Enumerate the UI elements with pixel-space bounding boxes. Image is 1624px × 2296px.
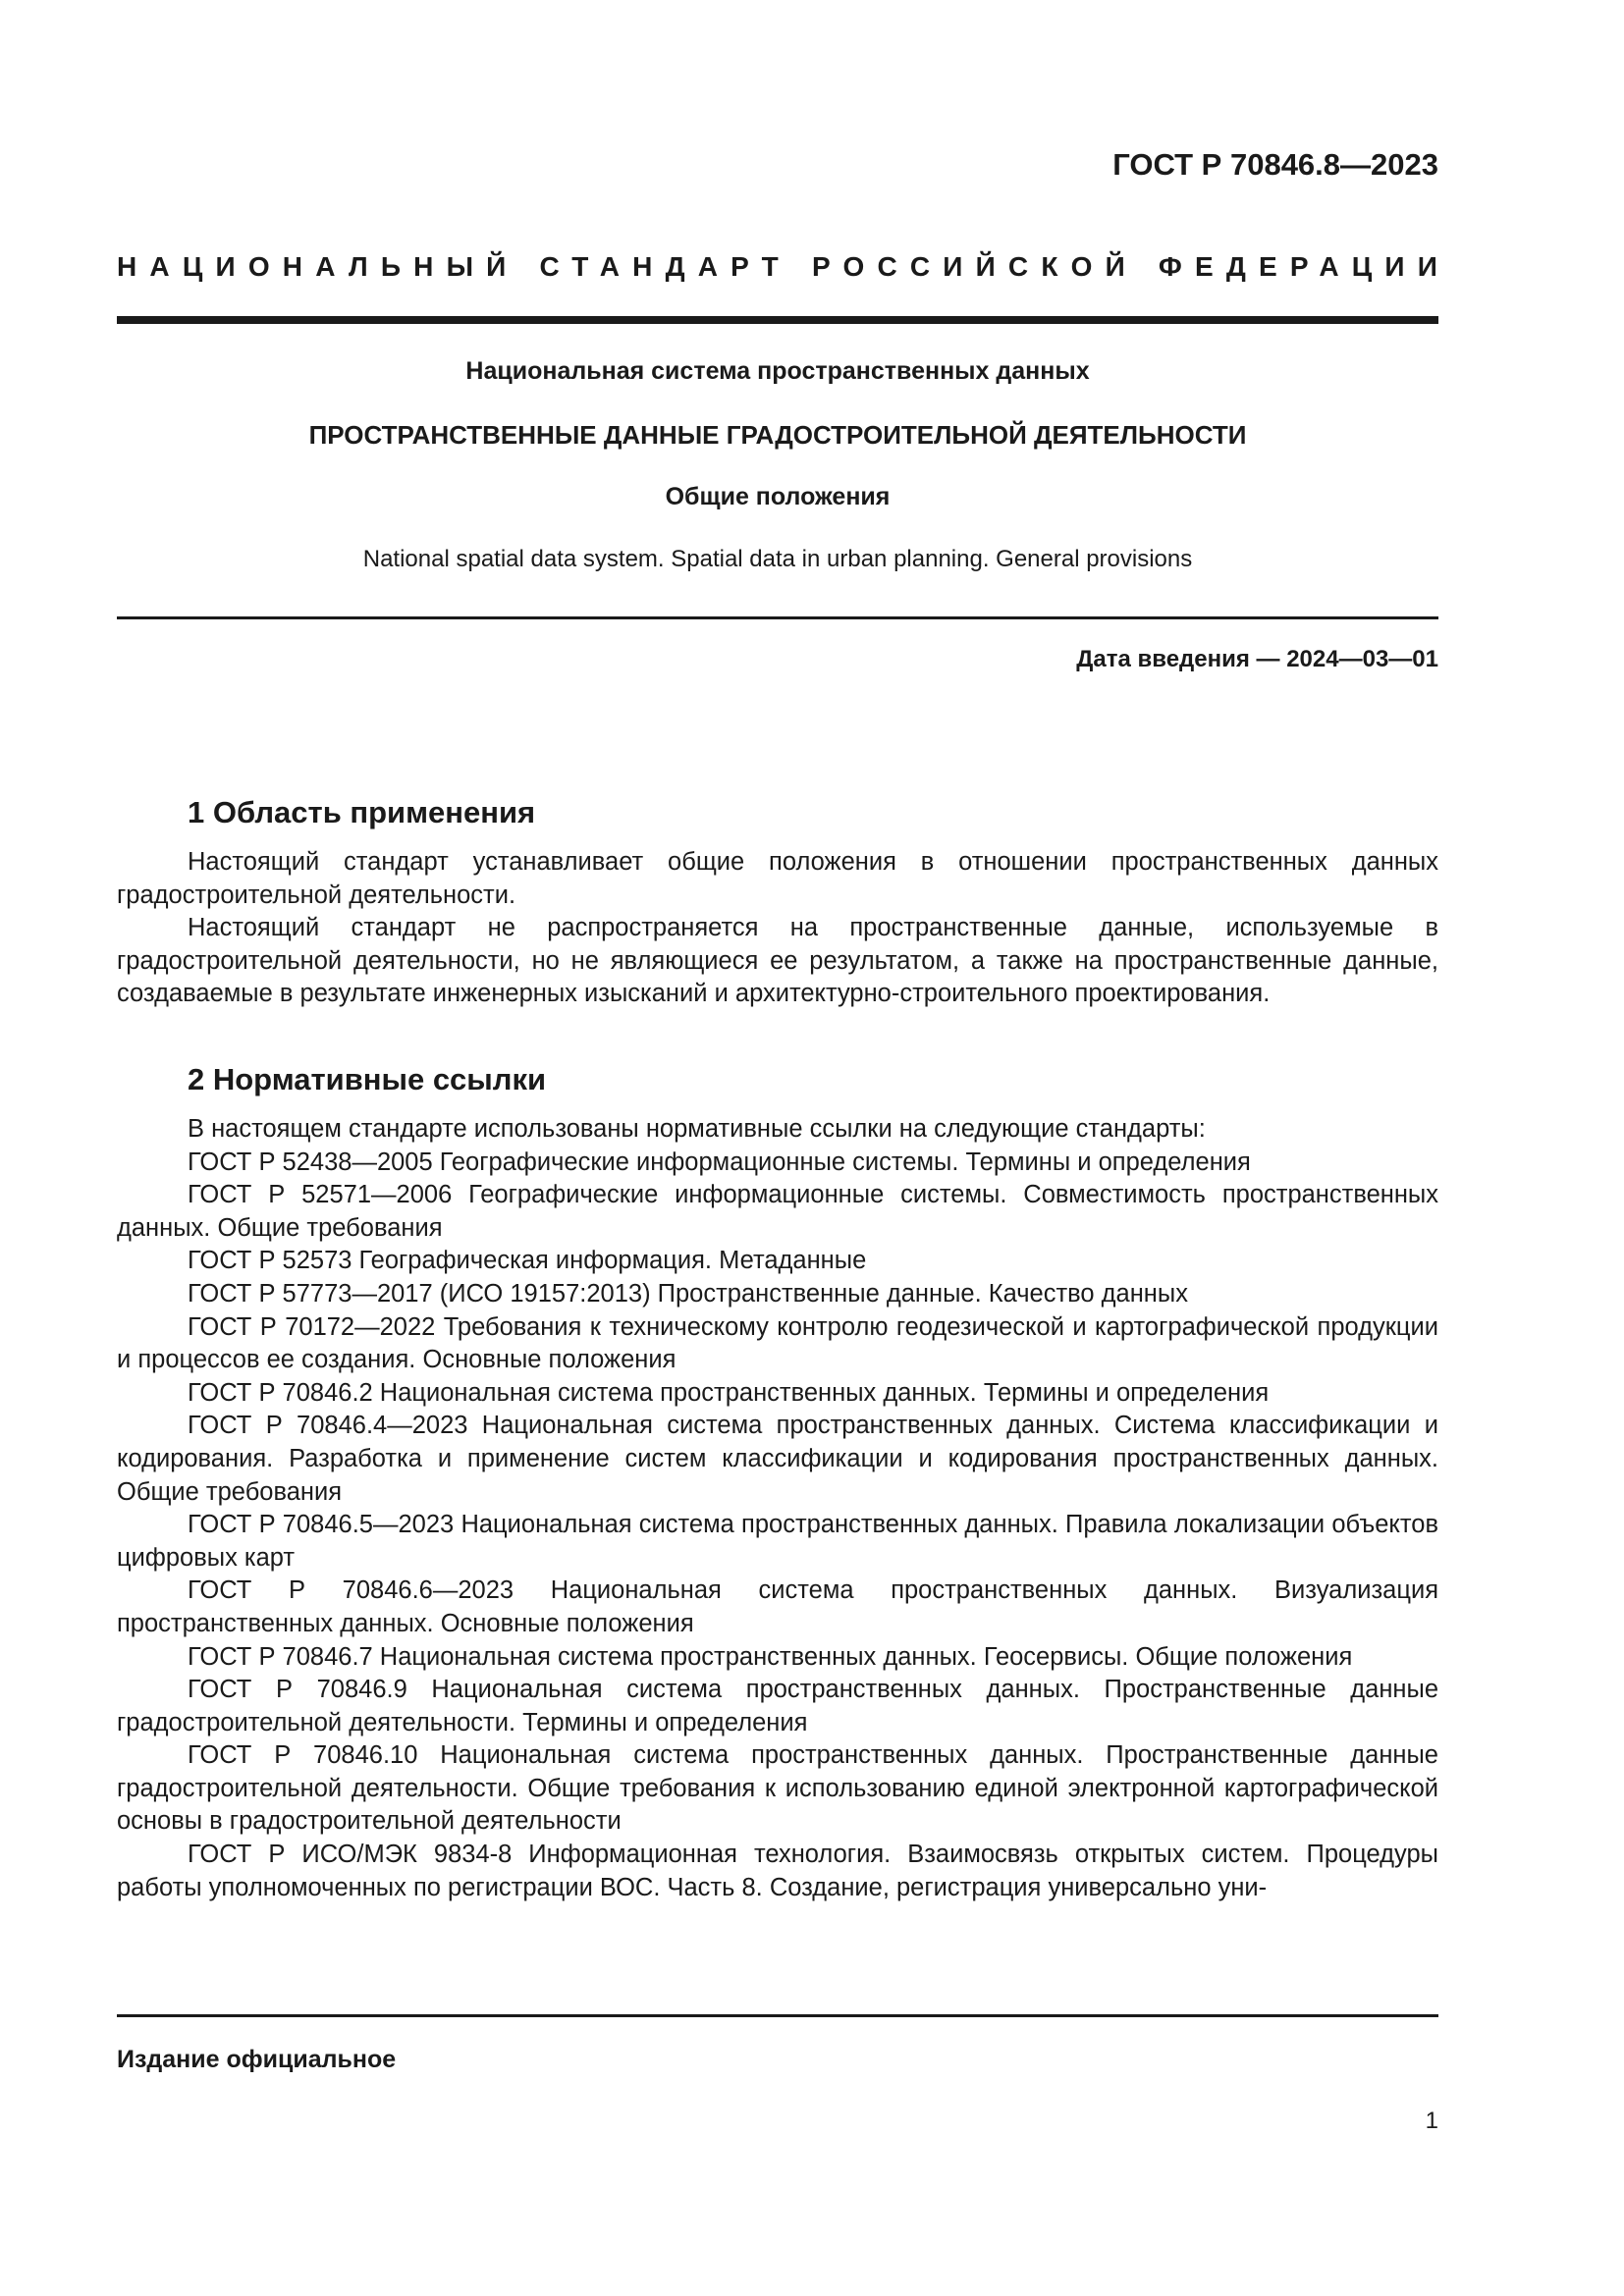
reference-item: ГОСТ Р 70846.10 Национальная система пространственных данных. Пространственные данные градостроительной деятельности. Общие требования к использованию единой электронной картографической основы в градостроительной деятельности <box>117 1741 1438 1836</box>
paragraph: В настоящем стандарте использованы нормативные ссылки на следующие стандарты: <box>188 1115 1206 1143</box>
section-scope <box>117 793 1438 1011</box>
english-title: National spatial data system. Spatial data in urban planning. General provisions <box>362 546 1193 572</box>
standard-title: ПРОСТРАНСТВЕННЫЕ ДАННЫЕ ГРАДОСТРОИТЕЛЬНОЙ ДЕЯТЕЛЬНОСТИ <box>308 420 1247 450</box>
page-number: 1 <box>1425 2108 1438 2134</box>
reference-item: ГОСТ Р 52571—2006 Географические информационные системы. Совместимость пространственных данных. Общие требования <box>117 1181 1438 1242</box>
reference-item: ГОСТ Р 52573 Географическая информация. Метаданные <box>188 1247 867 1275</box>
title-rule <box>117 616 1438 619</box>
reference-item: ГОСТ Р 70846.5—2023 Национальная система пространственных данных. Правила локализации объектов цифровых карт <box>117 1511 1438 1572</box>
reference-item: ГОСТ Р 70846.2 Национальная система пространственных данных. Термины и определения <box>188 1378 1270 1407</box>
reference-item: ГОСТ Р 52438—2005 Географические информационные системы. Термины и определения <box>188 1148 1251 1176</box>
national-standard-banner: НАЦИОНАЛЬНЫЙ СТАНДАРТ РОССИЙСКОЙ ФЕДЕРАЦИИ <box>117 251 1451 282</box>
official-edition-label: Издание официальное <box>117 2046 397 2073</box>
section-heading: 1 Область применения <box>188 795 536 829</box>
introduction-date: Дата введения — 2024—03—01 <box>1076 646 1438 672</box>
standard-series: Национальная система пространственных данных <box>465 357 1090 385</box>
reference-item: ГОСТ Р 57773—2017 (ИСО 19157:2013) Пространственные данные. Качество данных <box>188 1279 1188 1308</box>
reference-item: ГОСТ Р 70846.7 Национальная система пространственных данных. Геосервисы. Общие положения <box>188 1642 1353 1671</box>
footer-rule <box>117 2014 1438 2017</box>
section-normative-references <box>117 1060 1438 1904</box>
reference-item: ГОСТ Р 70846.9 Национальная система пространственных данных. Пространственные данные градостроительной деятельности. Термины и определения <box>117 1676 1438 1736</box>
document-number: ГОСТ Р 70846.8—2023 <box>1112 147 1438 182</box>
reference-item: ГОСТ Р 70172—2022 Требования к техническому контролю геодезической и картографической продукции и процессов ее создания. Основные положения <box>117 1312 1438 1374</box>
section-heading: 2 Нормативные ссылки <box>188 1062 547 1096</box>
reference-item: ГОСТ Р 70846.4—2023 Национальная система пространственных данных. Система классификации и кодирования. Разработка и применение систем классификации и кодирования пространственных данных. Общие требования <box>117 1412 1438 1506</box>
paragraph: Настоящий стандарт не распространяется на пространственные данные, используемые в градостроительной деятельности, но не являющиеся ее результатом, а также на пространственные данные, создаваемые в результате инженерных изысканий и архитектурно-строительного проектирования. <box>117 914 1438 1008</box>
reference-item: ГОСТ Р ИСО/МЭК 9834-8 Информационная технология. Взаимосвязь открытых систем. Процедуры работы уполномоченных по регистрации ВОС. Часть 8. Создание, регистрация универсально уни- <box>117 1841 1438 1901</box>
standard-subtitle: Общие положения <box>665 483 891 510</box>
header-rule <box>117 316 1438 324</box>
reference-item: ГОСТ Р 70846.6—2023 Национальная система пространственных данных. Визуализация пространственных данных. Основные положения <box>117 1576 1438 1637</box>
paragraph: Настоящий стандарт устанавливает общие положения в отношении пространственных данных градостроительной деятельности. <box>117 848 1438 909</box>
